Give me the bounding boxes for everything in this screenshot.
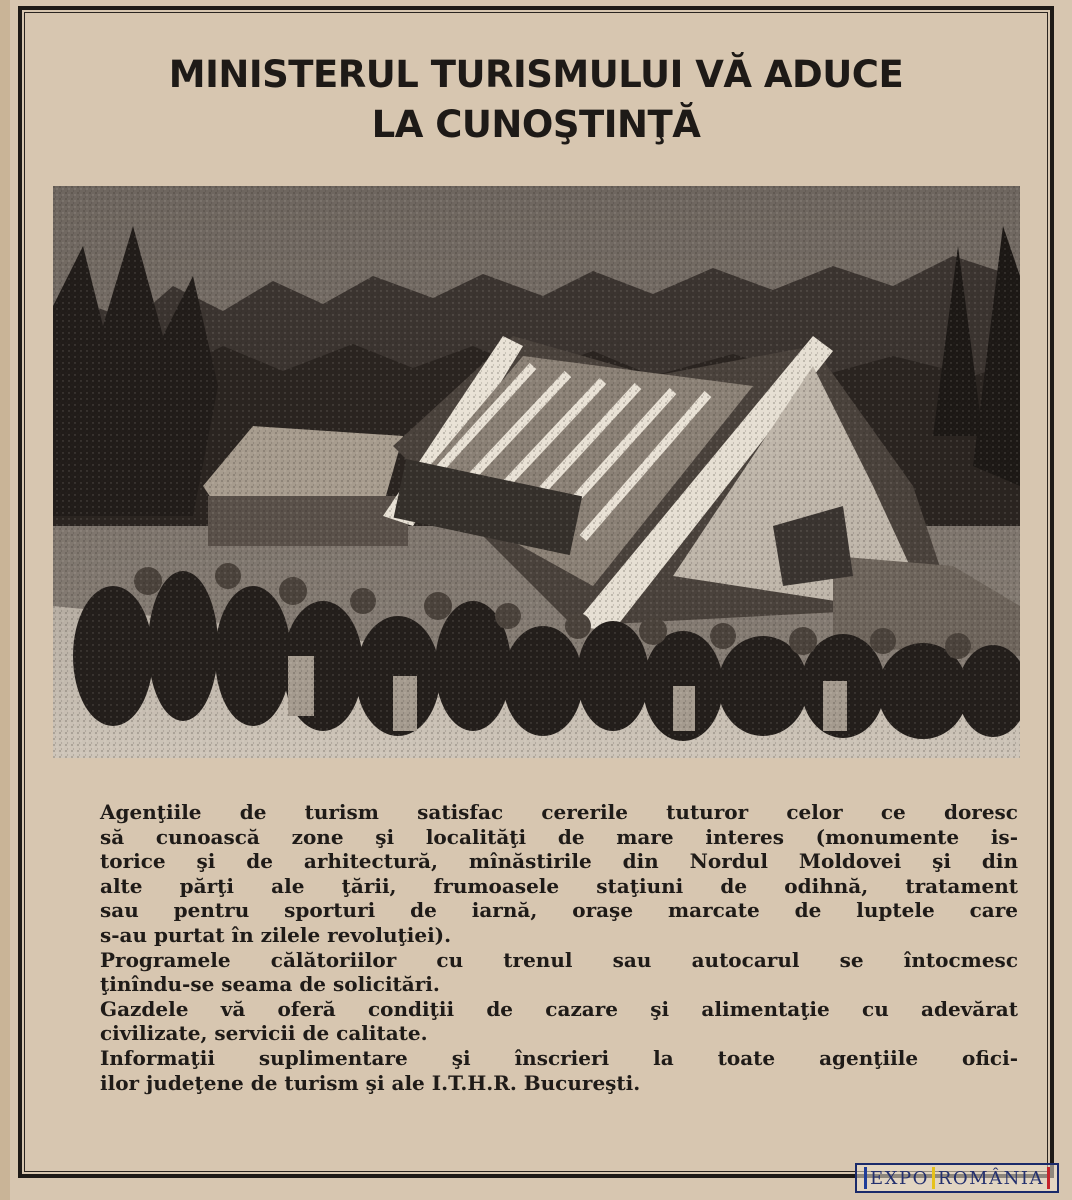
body-line: torice şi de arhitectură, mînăstirile din Nordul Moldovei şi din xyxy=(100,849,1018,874)
body-line: alte părţi ale ţării, frumoasele staţiuni de odihnă, tratament xyxy=(100,873,1018,898)
watermark-expo: EXPO xyxy=(870,1167,929,1189)
body-line: s-au purtat în zilele revoluţiei). xyxy=(100,922,452,947)
body-line: ţinîndu-se seama de solicitări. xyxy=(100,972,440,997)
body-line: Programele călătoriilor cu trenul sau autocarul se întocmesc xyxy=(100,947,1018,972)
body-line: ilor judeţene de turism şi ale I.T.H.R. Bucureşti. xyxy=(100,1070,641,1095)
body-line: Informaţii suplimentare şi înscrieri la toate agenţiile ofici- xyxy=(100,1045,1018,1070)
headline-line-2: LA CUNOŞTINŢĂ xyxy=(371,103,701,146)
watermark-logo xyxy=(855,1163,1059,1193)
flag-bar-red xyxy=(1047,1167,1050,1189)
watermark-romania: ROMÂNIA xyxy=(937,1167,1044,1189)
body-line: să cunoască zone şi localităţi de mare interes (monumente is- xyxy=(100,824,1018,849)
flag-bar-yellow xyxy=(932,1167,935,1189)
article-body xyxy=(100,800,1018,1095)
body-line: Gazdele vă oferă condiţii de cazare şi alimentaţie cu adevărat xyxy=(100,996,1018,1021)
headline xyxy=(40,50,1032,150)
body-line: sau pentru sporturi de iarnă, oraşe marcate de luptele care xyxy=(100,898,1018,923)
paper-edge xyxy=(0,0,10,1200)
flag-bar-blue xyxy=(864,1167,867,1189)
headline-line-1: MINISTERUL TURISMULUI VĂ ADUCE xyxy=(168,53,904,96)
body-line: civilizate, servicii de calitate. xyxy=(100,1021,428,1046)
body-line: Agenţiile de turism satisfac cererile tuturor celor ce doresc xyxy=(100,800,1018,824)
photo-chalet xyxy=(53,186,1020,758)
